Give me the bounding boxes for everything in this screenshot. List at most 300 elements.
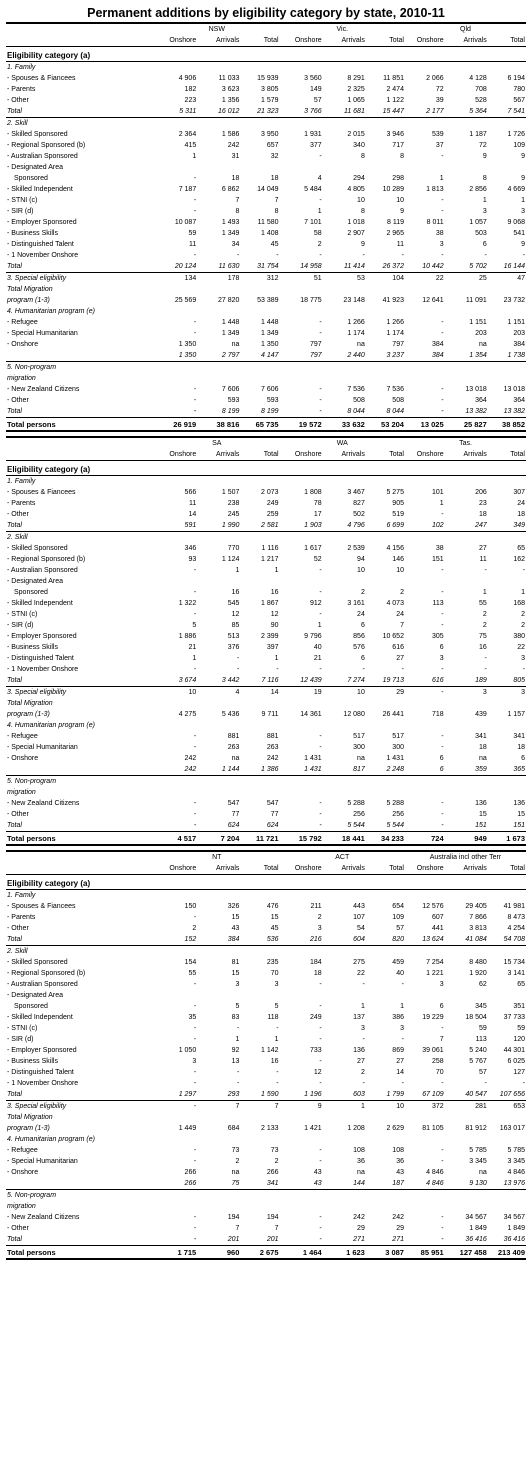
- table-cell: -: [319, 397, 322, 404]
- table-cell: 43: [280, 1178, 323, 1190]
- row-label: - Spouses & Fiancees: [7, 75, 76, 82]
- table-cell: 1 431: [304, 755, 322, 762]
- table-cell: 4: [235, 689, 240, 696]
- table-cell: -: [441, 386, 444, 393]
- table-cell: 40: [313, 644, 322, 651]
- table-cell: 2 015: [347, 131, 365, 138]
- table-cell: 58: [313, 230, 322, 237]
- row-label: Sponsored: [14, 1003, 48, 1010]
- table-row: [6, 1012, 526, 1023]
- row-label: 5. Non-program: [7, 1192, 57, 1199]
- row-label: - Employer Sponsored: [7, 1047, 77, 1054]
- row-label: - Employer Sponsored: [7, 219, 77, 226]
- table-cell: 3: [360, 1025, 365, 1032]
- table-cell: 275: [353, 959, 365, 966]
- table-cell: 797: [392, 341, 404, 348]
- table-cell: [488, 787, 526, 798]
- table-cell: 1 867: [261, 600, 279, 607]
- table-cell: 797: [310, 341, 322, 348]
- table-cell: 1: [274, 567, 279, 574]
- row-label: 5. Non-program: [7, 778, 57, 785]
- row-label: [6, 764, 154, 776]
- table-cell: 1 849: [469, 1225, 487, 1232]
- table-cell: 7 606: [221, 386, 240, 393]
- table-cell: 10 289: [382, 186, 404, 193]
- table-row: [6, 95, 526, 106]
- table-cell: 108: [392, 1147, 404, 1154]
- table-cell: 1 448: [261, 319, 279, 326]
- table-cell: 1 065: [347, 97, 365, 104]
- table-cell: [405, 776, 445, 788]
- table-cell: 476: [266, 903, 279, 910]
- column-header: Arrivals: [323, 35, 366, 47]
- table-cell: [154, 576, 197, 587]
- table-cell: [323, 118, 366, 130]
- table-cell: 36: [396, 1158, 404, 1165]
- table-cell: -: [362, 1036, 365, 1043]
- row-label: Total: [6, 261, 154, 273]
- table-cell: [445, 62, 488, 74]
- table-cell: [240, 118, 279, 130]
- table-cell: -: [441, 567, 444, 574]
- table-cell: -: [237, 1069, 240, 1076]
- table-cell: 4 906: [178, 75, 197, 82]
- table-cell: 2 965: [386, 230, 404, 237]
- table-cell: 259: [266, 511, 279, 518]
- table-cell: -: [319, 1158, 322, 1165]
- row-label: Total: [6, 820, 154, 832]
- total-persons-row: [6, 418, 526, 432]
- table-cell: 2: [400, 589, 404, 596]
- table-cell: 6 699: [366, 520, 405, 532]
- table-cell: 29: [357, 1225, 365, 1232]
- table-cell: 43: [313, 1169, 322, 1176]
- table-cell: 18: [478, 511, 487, 518]
- table-cell: 102: [405, 520, 445, 532]
- table-cell: 5 311: [154, 106, 197, 118]
- row-label: Sponsored: [14, 175, 48, 182]
- table-cell: 654: [392, 903, 404, 910]
- table-cell: 653: [513, 1103, 525, 1110]
- table-cell: 9 130: [445, 1178, 488, 1190]
- table-cell: 13 018: [465, 386, 487, 393]
- table-row: [6, 620, 526, 631]
- table-cell: 3: [235, 981, 240, 988]
- table-row: [6, 228, 526, 239]
- table-cell: 11: [396, 241, 404, 248]
- region-header-row: [6, 24, 526, 35]
- table-cell: [488, 576, 526, 587]
- table-row: [6, 217, 526, 228]
- table-cell: [323, 284, 366, 295]
- table-cell: -: [441, 397, 444, 404]
- table-cell: 73: [270, 1147, 279, 1154]
- subtotal-row: [6, 1178, 526, 1190]
- table-cell: 18: [231, 175, 240, 182]
- table-cell: -: [193, 1003, 197, 1010]
- table-row: [6, 339, 526, 350]
- row-label: - Employer Sponsored: [7, 633, 77, 640]
- table-cell: 1 142: [261, 1047, 279, 1054]
- table-cell: 384: [431, 341, 444, 348]
- table-cell: 4 275: [178, 711, 197, 718]
- table-cell: 14 361: [300, 711, 322, 718]
- table-cell: 684: [227, 1125, 240, 1132]
- table-cell: [323, 890, 366, 902]
- table-cell: [280, 1134, 323, 1145]
- table-cell: 249: [310, 1014, 322, 1021]
- table-cell: [488, 946, 526, 958]
- table-row: [6, 598, 526, 609]
- region-header: SA: [212, 440, 222, 447]
- table-cell: 1 349: [261, 330, 279, 337]
- row-label: - Business Skills: [7, 644, 58, 651]
- column-header: Total: [240, 863, 279, 875]
- table-row: [6, 1056, 526, 1067]
- table-cell: 1: [521, 589, 525, 596]
- table-cell: [197, 990, 240, 1001]
- table-cell: -: [193, 567, 197, 574]
- table-cell: [366, 62, 405, 74]
- table-cell: [366, 698, 405, 709]
- table-cell: [240, 1190, 279, 1202]
- table-cell: 65 735: [240, 418, 279, 432]
- table-row: [6, 1045, 526, 1056]
- table-cell: 168: [513, 600, 525, 607]
- table-cell: 384: [513, 341, 525, 348]
- table-cell: -: [441, 744, 444, 751]
- table-cell: 136: [475, 800, 487, 807]
- table-cell: 2 325: [347, 86, 365, 93]
- table-cell: 1 920: [469, 970, 487, 977]
- table-cell: 7 187: [178, 186, 197, 193]
- table-cell: -: [193, 1225, 197, 1232]
- table-cell: 73: [231, 1147, 240, 1154]
- table-cell: -: [280, 1234, 323, 1246]
- table-cell: 11 091: [465, 297, 487, 304]
- table-cell: -: [193, 744, 197, 751]
- table-cell: -: [237, 1080, 240, 1087]
- table-cell: 1 408: [261, 230, 279, 237]
- table-cell: [280, 162, 323, 173]
- table-cell: [154, 1190, 197, 1202]
- table-cell: 293: [197, 1089, 240, 1101]
- table-cell: [280, 306, 323, 317]
- table-cell: -: [154, 406, 197, 418]
- table-cell: 1 151: [507, 319, 525, 326]
- row-label: [6, 1178, 154, 1190]
- table-cell: 113: [432, 600, 444, 607]
- table-cell: 397: [266, 644, 279, 651]
- table-cell: [197, 776, 240, 788]
- table-cell: -: [319, 1147, 322, 1154]
- table-cell: [154, 720, 197, 731]
- table-cell: 341: [513, 733, 525, 740]
- table-cell: na: [357, 755, 365, 762]
- table-cell: 1 738: [488, 350, 526, 362]
- table-cell: 3: [192, 1058, 197, 1065]
- table-cell: [488, 373, 526, 384]
- table-row: [6, 698, 526, 709]
- table-cell: 8: [235, 208, 240, 215]
- table-cell: 151: [445, 820, 488, 832]
- table-cell: -: [441, 811, 444, 818]
- table-cell: 22: [435, 275, 444, 282]
- table-cell: 38 852: [488, 418, 526, 432]
- row-label: - New Zealand Citizens: [7, 1214, 80, 1221]
- table-row: [6, 384, 526, 395]
- table-cell: 604: [323, 934, 366, 946]
- table-cell: 53: [357, 275, 365, 282]
- row-label: [6, 350, 154, 362]
- table-cell: -: [362, 252, 365, 259]
- row-label: - Skilled Sponsored: [7, 131, 68, 138]
- table-cell: 11 580: [257, 219, 279, 226]
- table-cell: [445, 1190, 488, 1202]
- table-row: [6, 664, 526, 675]
- table-cell: 2 474: [386, 86, 404, 93]
- table-cell: 34 567: [465, 1214, 487, 1221]
- table-cell: [366, 1112, 405, 1123]
- table-cell: 245: [227, 511, 240, 518]
- table-cell: 9: [482, 153, 487, 160]
- table-cell: [154, 776, 197, 788]
- table-cell: -: [193, 1080, 197, 1087]
- table-cell: -: [441, 666, 444, 673]
- table-cell: 3 813: [469, 925, 487, 932]
- table-cell: 717: [392, 142, 404, 149]
- table-row: [6, 1167, 526, 1178]
- subtotal-row: [6, 764, 526, 776]
- table-cell: 1 931: [304, 131, 322, 138]
- table-cell: [323, 532, 366, 544]
- table-cell: -: [276, 1069, 279, 1076]
- table-cell: 19 572: [280, 418, 323, 432]
- table-cell: 51: [313, 275, 322, 282]
- table-cell: [405, 946, 445, 958]
- table-cell: 34: [231, 241, 240, 248]
- table-cell: 10: [396, 197, 404, 204]
- table-cell: 1 266: [386, 319, 404, 326]
- table-cell: 136: [513, 800, 525, 807]
- row-label: 5. Non-program: [7, 364, 57, 371]
- table-cell: 1 813: [426, 186, 444, 193]
- table-cell: 1 493: [221, 219, 240, 226]
- table-cell: [366, 946, 405, 958]
- region-header: WA: [336, 440, 348, 447]
- table-cell: 8 199: [197, 406, 240, 418]
- table-row: [6, 1223, 526, 1234]
- table-cell: [240, 284, 279, 295]
- table-cell: 6 194: [507, 75, 525, 82]
- table-cell: [323, 946, 366, 958]
- table-cell: [488, 284, 526, 295]
- table-cell: -: [193, 1036, 197, 1043]
- column-header: Total: [366, 449, 405, 461]
- column-header: Arrivals: [197, 35, 240, 47]
- table-cell: 13 025: [405, 418, 445, 432]
- table-cell: 35: [188, 1014, 197, 1021]
- table-cell: 8 119: [386, 219, 404, 226]
- table-cell: [488, 1201, 526, 1212]
- table-cell: 12: [231, 611, 240, 618]
- table-cell: 37 733: [503, 1014, 525, 1021]
- row-label: - Parents: [7, 86, 36, 93]
- table-row: [6, 912, 526, 923]
- table-cell: 8 473: [507, 914, 525, 921]
- table-cell: -: [522, 666, 525, 673]
- table-cell: 905: [392, 500, 404, 507]
- table-row: [6, 1112, 526, 1123]
- table-cell: [405, 787, 445, 798]
- table-cell: 13 018: [503, 386, 525, 393]
- row-label: - Australian Sponsored: [7, 981, 78, 988]
- table-cell: 1: [360, 1103, 365, 1110]
- table-cell: [197, 890, 240, 902]
- row-label: 3. Special eligibility: [7, 1103, 67, 1110]
- table-cell: 7: [400, 622, 404, 629]
- table-cell: 41 923: [382, 297, 404, 304]
- table-cell: -: [441, 511, 444, 518]
- subtotal-row: [6, 934, 526, 946]
- region-header: Vic.: [336, 26, 349, 33]
- row-label: - Other: [7, 97, 29, 104]
- table-cell: 384: [197, 934, 240, 946]
- table-cell: 340: [353, 142, 365, 149]
- column-header: Total: [240, 35, 279, 47]
- region-header: NSW: [208, 26, 225, 33]
- table-cell: -: [193, 1158, 197, 1165]
- table-cell: 960: [197, 1246, 240, 1260]
- table-cell: 5 544: [323, 820, 366, 832]
- table-cell: [323, 1190, 366, 1202]
- table-cell: [366, 576, 405, 587]
- table-cell: -: [319, 589, 322, 596]
- table-cell: 1: [192, 153, 197, 160]
- table-cell: 266: [154, 1178, 197, 1190]
- table-cell: 5: [192, 622, 197, 629]
- row-label: Total: [6, 675, 154, 687]
- table-cell: [323, 362, 366, 374]
- table-row: [6, 642, 526, 653]
- table-cell: [280, 373, 323, 384]
- table-cell: 40: [396, 970, 404, 977]
- column-header: Arrivals: [445, 449, 488, 461]
- table-cell: 11: [188, 241, 197, 248]
- table-cell: 300: [353, 744, 365, 751]
- table-cell: -: [193, 1025, 197, 1032]
- table-cell: 25 827: [445, 418, 488, 432]
- table-cell: 16 012: [197, 106, 240, 118]
- table-row: [6, 653, 526, 664]
- table-cell: 1 124: [221, 556, 240, 563]
- row-label: 1. Family: [7, 64, 36, 71]
- table-cell: 14: [188, 511, 197, 518]
- table-cell: 43: [396, 1169, 404, 1176]
- table-cell: 6 025: [507, 1058, 525, 1065]
- table-cell: 75: [478, 633, 487, 640]
- table-cell: 7: [235, 1225, 240, 1232]
- table-cell: 1 386: [240, 764, 279, 776]
- table-cell: 1 057: [469, 219, 487, 226]
- table-cell: 1: [482, 197, 487, 204]
- table-cell: [323, 720, 366, 731]
- table-cell: 26 441: [382, 711, 404, 718]
- table-cell: [323, 1201, 366, 1212]
- table-cell: 8: [360, 153, 365, 160]
- table-cell: -: [522, 252, 525, 259]
- table-cell: 7: [235, 1103, 240, 1110]
- table-cell: 32: [270, 153, 279, 160]
- table-cell: 18: [313, 970, 322, 977]
- table-cell: 31: [231, 153, 240, 160]
- table-cell: [280, 698, 323, 709]
- table-cell: 194: [266, 1214, 279, 1221]
- table-cell: 19 713: [366, 675, 405, 687]
- table-cell: 503: [475, 230, 487, 237]
- table-cell: 6: [439, 755, 444, 762]
- table-cell: 547: [227, 800, 240, 807]
- table-cell: 134: [184, 275, 197, 282]
- table-cell: na: [478, 341, 487, 348]
- table-cell: [323, 1112, 366, 1123]
- row-label: - 1 November Onshore: [7, 1080, 79, 1087]
- table-cell: -: [441, 252, 444, 259]
- table-cell: 1 144: [197, 764, 240, 776]
- table-cell: 949: [445, 832, 488, 846]
- row-label: 4. Humanitarian program (e): [7, 1136, 95, 1143]
- row-label: - Spouses & Fiancees: [7, 903, 76, 910]
- table-cell: 8 044: [323, 406, 366, 418]
- table-cell: 443: [353, 903, 365, 910]
- table-cell: 54: [357, 925, 365, 932]
- table-cell: 2 629: [386, 1125, 404, 1132]
- table-cell: -: [193, 397, 197, 404]
- table-cell: [405, 698, 445, 709]
- table-cell: -: [319, 666, 322, 673]
- table-cell: [280, 476, 323, 488]
- table-cell: 6 862: [221, 186, 240, 193]
- table-cell: 29: [396, 689, 404, 696]
- table-cell: -: [401, 1036, 404, 1043]
- page-title: Permanent additions by eligibility category by state, 2010-11: [6, 4, 526, 24]
- table-cell: -: [405, 820, 445, 832]
- table-row: [6, 129, 526, 140]
- table-cell: -: [193, 330, 197, 337]
- table-cell: [445, 946, 488, 958]
- table-cell: 23 732: [503, 297, 525, 304]
- table-cell: -: [441, 589, 444, 596]
- table-cell: 2: [482, 622, 487, 629]
- table-cell: 10: [396, 567, 404, 574]
- table-cell: 1 726: [507, 131, 525, 138]
- column-header-row: [6, 863, 526, 875]
- table-row: [6, 284, 526, 295]
- table-cell: 54 708: [488, 934, 526, 946]
- region-header-row: [6, 438, 526, 449]
- table-cell: [366, 476, 405, 488]
- table-cell: 5 702: [445, 261, 488, 273]
- table-cell: 2 675: [240, 1246, 279, 1260]
- table-cell: 7 866: [469, 914, 487, 921]
- table-cell: 101: [431, 489, 444, 496]
- table-cell: 1 903: [280, 520, 323, 532]
- table-cell: [405, 284, 445, 295]
- table-cell: 23: [478, 500, 487, 507]
- table-cell: 1 356: [221, 97, 240, 104]
- table-cell: 5 767: [469, 1058, 487, 1065]
- table-cell: [405, 476, 445, 488]
